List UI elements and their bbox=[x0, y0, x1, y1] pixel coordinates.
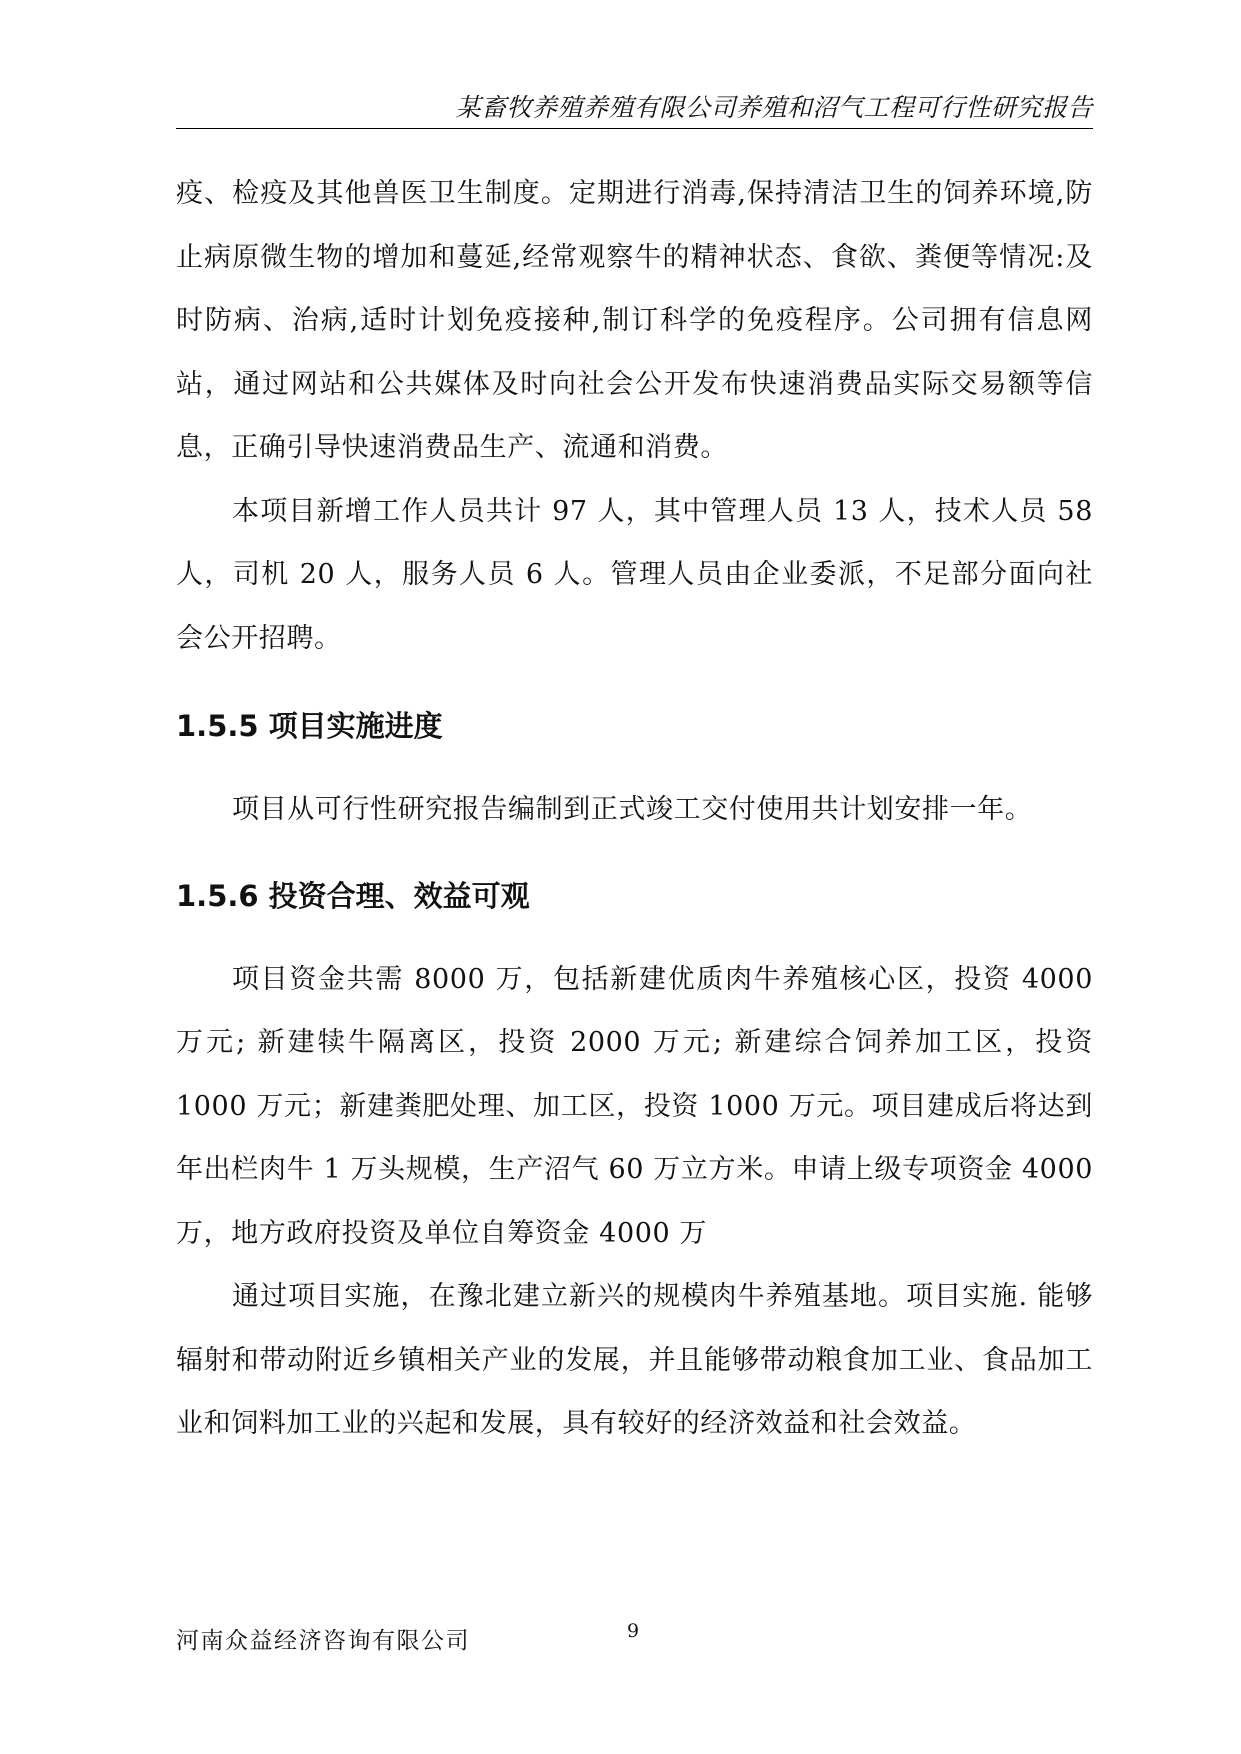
footer-company: 河南众益经济咨询有限公司 bbox=[176, 1628, 470, 1654]
section-heading-schedule: 1.5.5 项目实施进度 bbox=[176, 709, 443, 743]
section-heading-investment: 1.5.6 投资合理、效益可观 bbox=[176, 878, 530, 913]
page-content bbox=[176, 162, 1093, 1456]
paragraph-staffing: 本项目新增工作人员共计 97 人，其中管理人员 13 人，技术人员 58 人，司机 20 人，服务人员 6 人。管理人员由企业委派，不足部分面向社会公开招聘。 bbox=[176, 495, 1093, 654]
paragraph-benefits: 通过项目实施，在豫北建立新兴的规模肉牛养殖基地。项目实施. 能够辐射和带动附近乡镇相关产业的发展，并且能够带动粮食加工业、食品加工业和饲料加工业的兴起和发展，具有较好的经济效益和社会效益。 bbox=[176, 1281, 1093, 1439]
paragraph-investment: 项目资金共需 8000 万，包括新建优质肉牛养殖核心区，投资 4000 万元; 新建犊牛隔离区，投资 2000 万元; 新建综合饲养加工区，投资 1000 万元；新建粪肥处理、加工区，投资 1000 万元。项目建成后将达到年出栏肉牛 1 万头规模，生产沼气 60 万立方米。申请上级专项资金 4000 万，地方政府投资及单位自筹资金 4000 万 bbox=[176, 963, 1093, 1249]
page-number: 9 bbox=[627, 1620, 640, 1642]
header-title: 某畜牧养殖养殖有限公司养殖和沼气工程可行性研究报告 bbox=[455, 93, 1093, 122]
page-header bbox=[176, 88, 1093, 129]
paragraph-schedule: 项目从可行性研究报告编制到正式竣工交付使用共计划安排一年。 bbox=[232, 794, 1033, 825]
paragraph-hygiene: 疫、检疫及其他兽医卫生制度。定期进行消毒,保持清洁卫生的饲养环境,防止病原微生物的增加和蔓延,经常观察牛的精神状态、食欲、粪便等情况:及时防病、治病,适时计划免疫接种,制订科学的免疫程序。公司拥有信息网站，通过网站和公共媒体及时向社会公开发布快速消费品实际交易额等信息，正确引导快速消费品生产、流通和消费。 bbox=[176, 178, 1093, 463]
